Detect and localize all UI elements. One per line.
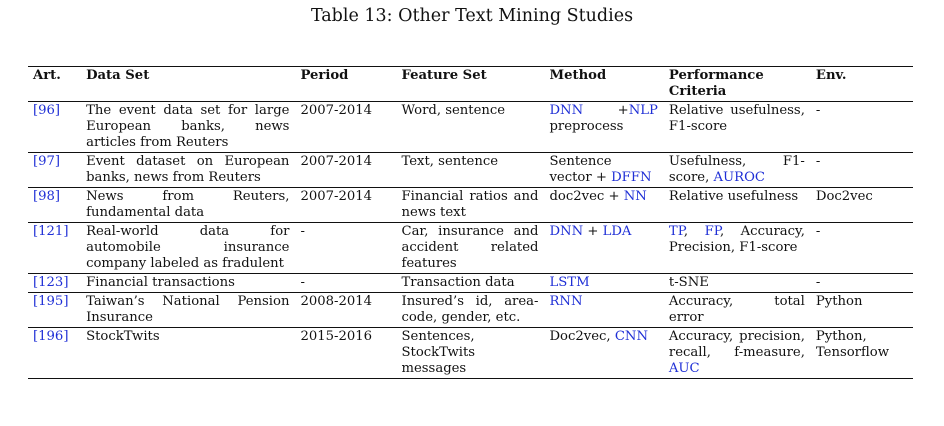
cell-period: 2008-2014	[295, 293, 396, 328]
cell-method: DNN +NLP preprocess	[544, 102, 663, 153]
header-data-set: Data Set	[81, 67, 295, 102]
table-row	[28, 188, 913, 223]
cell-env: Python	[811, 293, 913, 328]
cell-feature-set: Car, insurance and accident related features	[396, 223, 544, 274]
text-mining-studies-table	[28, 66, 913, 379]
cell-period: -	[295, 274, 396, 293]
header-period: Period	[295, 67, 396, 102]
table-row	[28, 102, 913, 153]
citation-link[interactable]: [195]	[33, 294, 69, 309]
acronym-link[interactable]: FP	[704, 224, 720, 239]
cell-period: 2007-2014	[295, 102, 396, 153]
cell-method	[544, 293, 663, 328]
cell-feature-set: Sentences, StockTwits messages	[396, 328, 544, 379]
cell-article-ref[interactable]	[28, 223, 81, 274]
cell-article-ref[interactable]	[28, 188, 81, 223]
acronym-link[interactable]: CNN	[614, 329, 648, 344]
acronym-link[interactable]: NN	[623, 189, 647, 204]
cell-method: Doc2vec, CNN	[544, 328, 663, 379]
cell-env: -	[811, 274, 913, 293]
cell-data-set: StockTwits	[81, 328, 295, 379]
cell-method: doc2vec + NN	[544, 188, 663, 223]
cell-data-set: Event dataset on European banks, news from Reuters	[81, 153, 295, 188]
citation-link[interactable]: [121]	[33, 224, 69, 239]
cell-feature-set: Text, sentence	[396, 153, 544, 188]
cell-performance-criteria: Usefulness, F1-score, AUROC	[664, 153, 811, 188]
cell-performance-criteria: t-SNE	[664, 274, 811, 293]
cell-feature-set: Financial ratios and news text	[396, 188, 544, 223]
cell-period: 2015-2016	[295, 328, 396, 379]
acronym-link[interactable]: LSTM	[549, 275, 590, 290]
table-caption: Table 13: Other Text Mining Studies	[310, 6, 634, 26]
cell-performance-criteria: Accuracy, total error	[664, 293, 811, 328]
cell-env: Python, Tensorflow	[811, 328, 913, 379]
cell-period: 2007-2014	[295, 153, 396, 188]
cell-env: -	[811, 153, 913, 188]
cell-feature-set: Insured’s id, area-code, gender, etc.	[396, 293, 544, 328]
acronym-link[interactable]: AUROC	[713, 170, 765, 185]
acronym-link[interactable]: LDA	[602, 224, 632, 239]
cell-method: Sentence vector + DFFN	[544, 153, 663, 188]
acronym-link[interactable]: DNN	[549, 224, 584, 239]
table-row	[28, 274, 913, 293]
cell-performance-criteria: Accuracy, precision, recall, f-measure, AUC	[664, 328, 811, 379]
acronym-link[interactable]: RNN	[549, 294, 583, 309]
cell-article-ref[interactable]	[28, 328, 81, 379]
cell-article-ref[interactable]	[28, 293, 81, 328]
cell-performance-criteria: TP, FP, Accuracy, Precision, F1-score	[664, 223, 811, 274]
citation-link[interactable]: [196]	[33, 329, 69, 344]
header-env: Env.	[811, 67, 913, 102]
citation-link[interactable]: [97]	[33, 154, 61, 169]
header-method: Method	[544, 67, 663, 102]
cell-method: DNN + LDA	[544, 223, 663, 274]
cell-data-set: News from Reuters, fundamental data	[81, 188, 295, 223]
acronym-link[interactable]: NLP	[628, 103, 658, 118]
cell-article-ref[interactable]	[28, 153, 81, 188]
citation-link[interactable]: [98]	[33, 189, 61, 204]
cell-data-set: Financial transactions	[81, 274, 295, 293]
table-row	[28, 223, 913, 274]
header-feature-set: Feature Set	[396, 67, 544, 102]
citation-link[interactable]: [123]	[33, 275, 69, 290]
cell-article-ref[interactable]	[28, 102, 81, 153]
table-row	[28, 328, 913, 379]
cell-feature-set: Word, sentence	[396, 102, 544, 153]
acronym-link[interactable]: DFFN	[611, 170, 652, 185]
cell-env: -	[811, 102, 913, 153]
cell-feature-set: Transaction data	[396, 274, 544, 293]
cell-article-ref[interactable]	[28, 274, 81, 293]
header-art: Art.	[28, 67, 81, 102]
acronym-link[interactable]: TP	[668, 224, 684, 239]
header-performance-criteria: Performance Criteria	[664, 67, 811, 102]
cell-data-set: The event data set for large European banks, news articles from Reuters	[81, 102, 295, 153]
cell-period: -	[295, 223, 396, 274]
citation-link[interactable]: [96]	[33, 103, 61, 118]
table-row	[28, 153, 913, 188]
acronym-link[interactable]: AUC	[668, 361, 700, 376]
table-row	[28, 293, 913, 328]
acronym-link[interactable]: DNN	[549, 103, 584, 118]
cell-env: Doc2vec	[811, 188, 913, 223]
table-header-row	[28, 67, 913, 102]
cell-data-set: Real-world data for automobile insurance company labeled as fradulent	[81, 223, 295, 274]
cell-performance-criteria: Relative usefulness, F1-score	[664, 102, 811, 153]
cell-method	[544, 274, 663, 293]
cell-env: -	[811, 223, 913, 274]
cell-performance-criteria: Relative usefulness	[664, 188, 811, 223]
cell-data-set: Taiwan’s National Pension Insurance	[81, 293, 295, 328]
cell-period: 2007-2014	[295, 188, 396, 223]
